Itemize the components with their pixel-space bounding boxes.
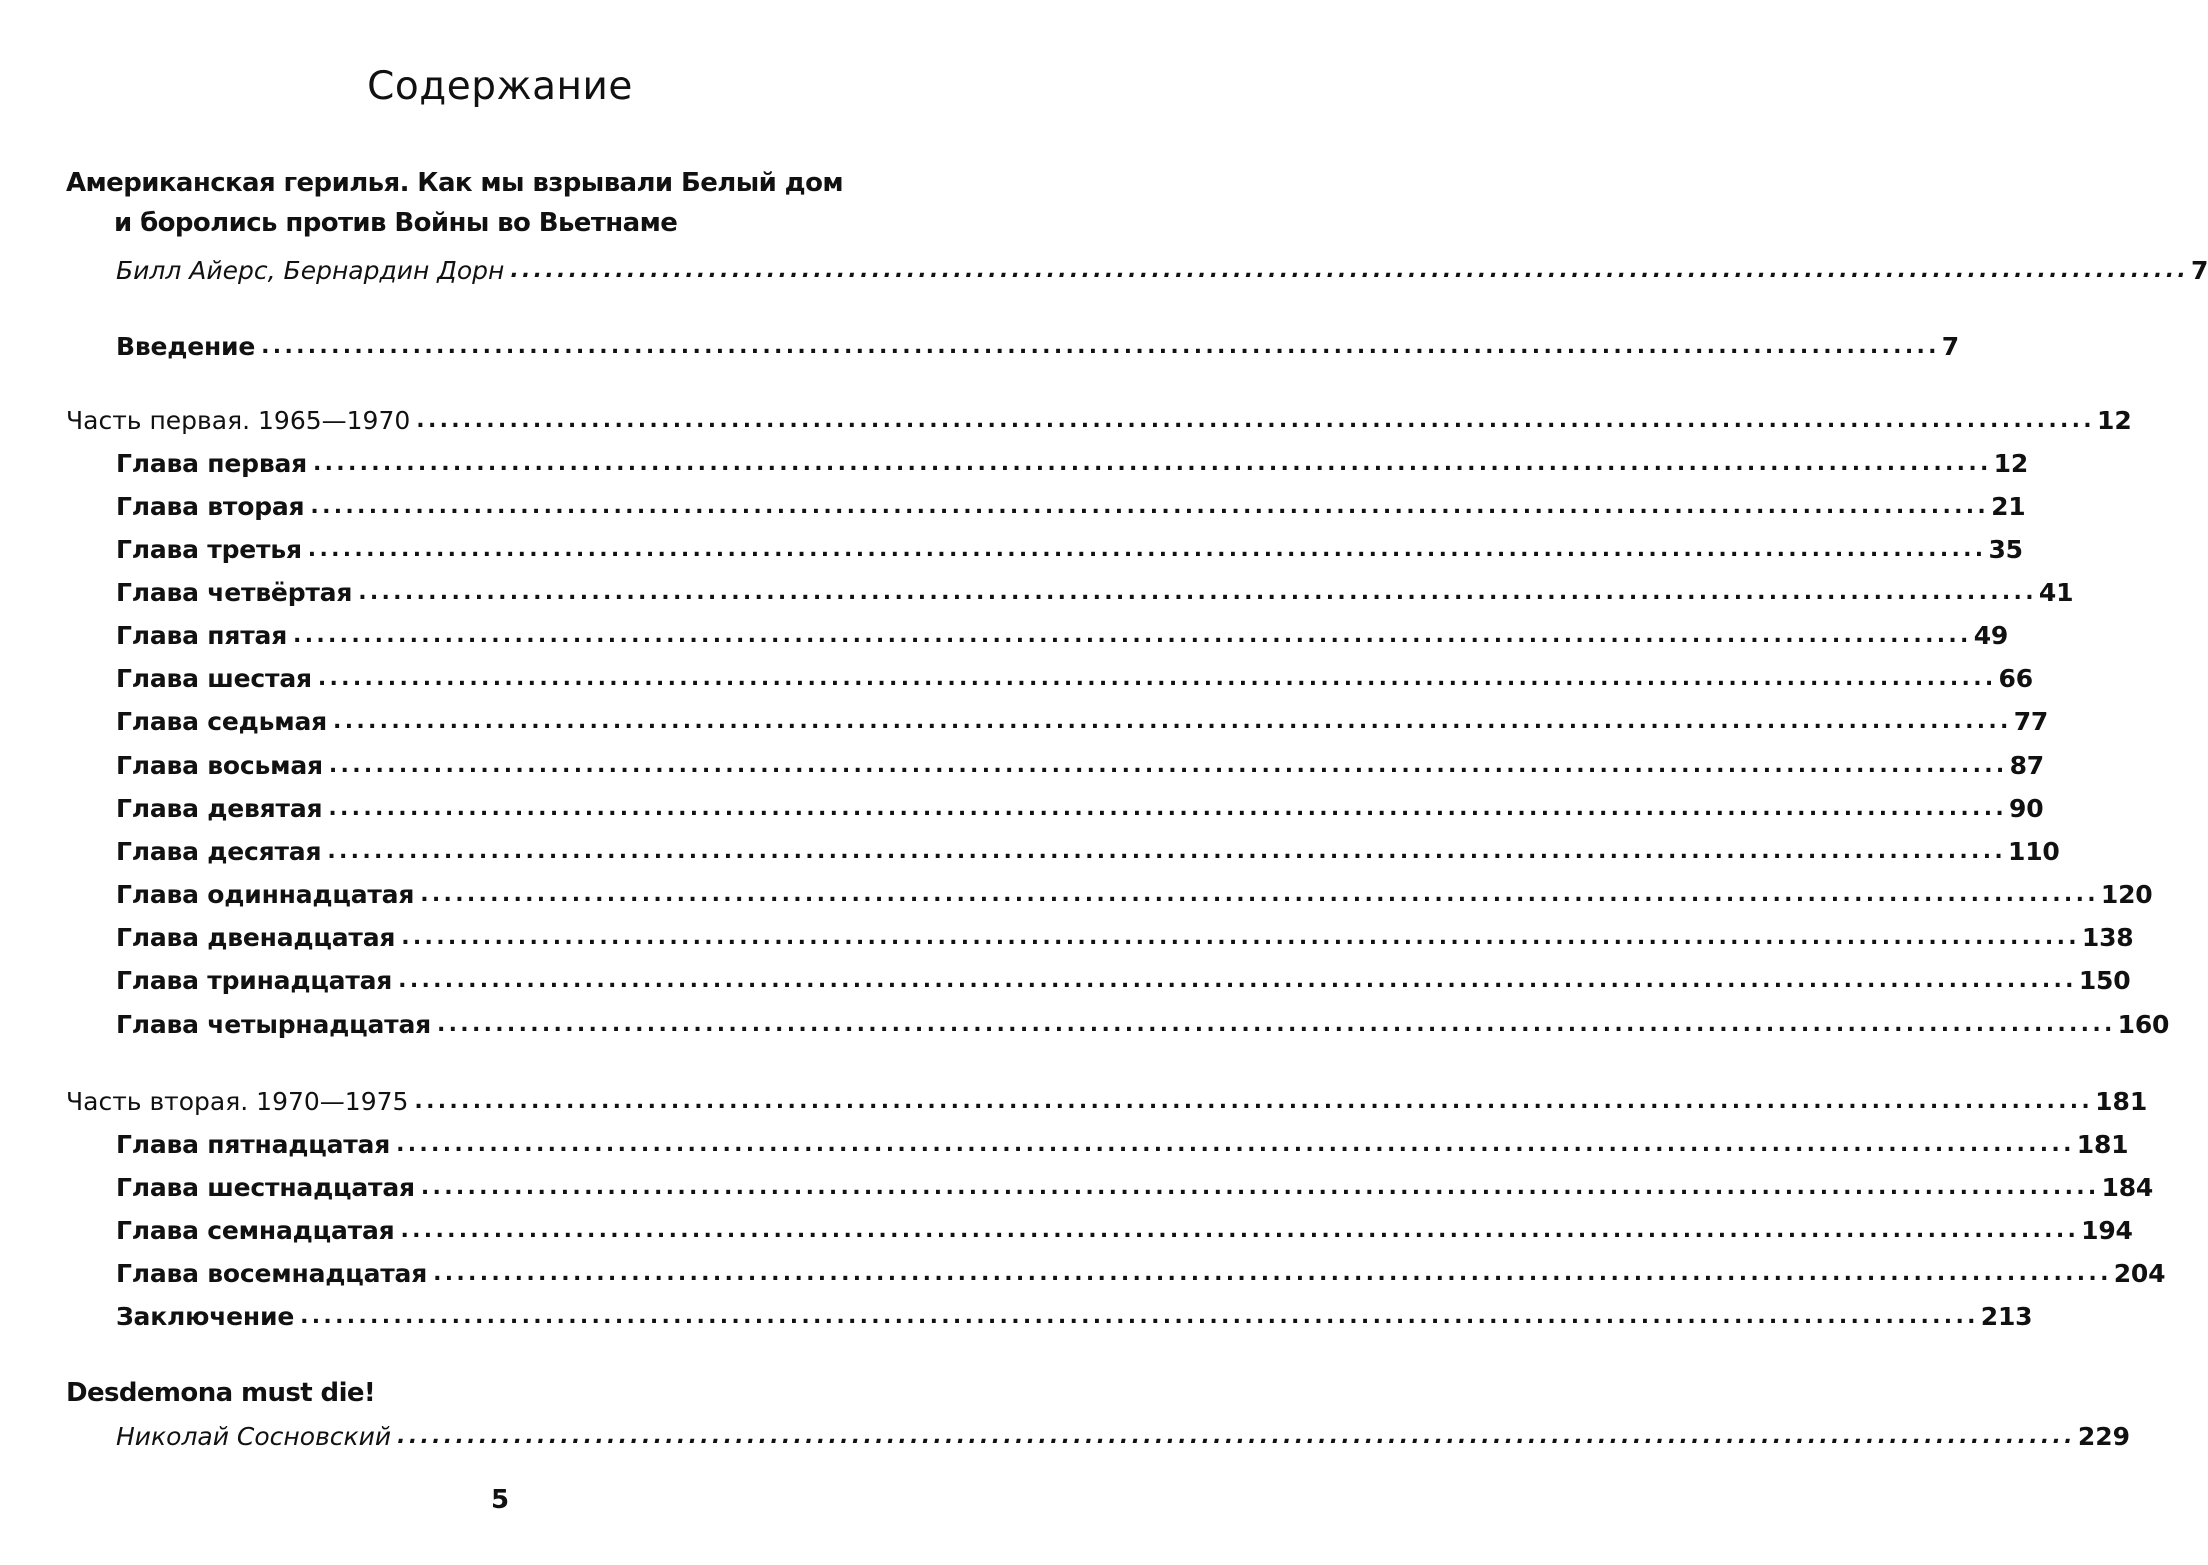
entry-label: Глава десятая (116, 837, 322, 866)
entry-page: 90 (2009, 794, 2044, 823)
entry-page: 7 (1941, 332, 1959, 361)
toc-entry-conclusion[interactable] (116, 1296, 2033, 1332)
entry-label: Заключение (116, 1302, 295, 1331)
entry-label: Николай Сосновский (116, 1422, 392, 1451)
toc-entry-chapter[interactable] (116, 788, 2044, 824)
dot-leader: ................................................................................................................................................ (416, 408, 2095, 433)
dot-leader: ................................................................................................................................................ (398, 968, 2077, 993)
dot-leader: ................................................................................................................................................ (414, 1089, 2094, 1114)
entry-label: Глава девятая (116, 794, 323, 823)
entry-page: 229 (2077, 1422, 2131, 1451)
dot-leader: ................................................................................................................................................ (397, 1424, 2076, 1449)
toc-entry-part2[interactable] (66, 1081, 2148, 1117)
entry-page: 181 (2095, 1087, 2148, 1116)
dot-leader: ................................................................................................................................................ (293, 623, 1972, 648)
entry-page: 150 (2078, 966, 2131, 995)
entry-label: Глава пятнадцатая (116, 1130, 391, 1159)
toc-entry-chapter[interactable] (116, 1004, 2170, 1040)
entry-page: 87 (2009, 751, 2044, 780)
entry-label: Глава семнадцатая (116, 1216, 395, 1245)
entry-page: 35 (1988, 535, 2023, 564)
entry-label: Глава четвёртая (116, 578, 353, 607)
book1-title-line2: и боролись против Войны во Вьетнаме (114, 208, 678, 238)
dot-leader: ................................................................................................................................................ (401, 925, 2080, 950)
page-number: 5 (490, 1485, 510, 1515)
entry-page: 12 (1993, 449, 2029, 478)
toc-entry-chapter[interactable] (116, 1167, 2154, 1203)
entry-page: 138 (2081, 923, 2134, 952)
entry-label: Глава шестая (116, 664, 312, 693)
toc-entry-chapter[interactable] (116, 874, 2153, 910)
entry-label: Глава четырнадцатая (116, 1010, 431, 1039)
dot-leader: ................................................................................................................................................ (261, 334, 1940, 359)
toc-entry-chapter[interactable] (116, 443, 2029, 479)
entry-label: Билл Айерс, Бернардин Дорн (116, 256, 505, 285)
toc-entry-chapter[interactable] (116, 745, 2044, 781)
entry-label: Глава восемнадцатая (116, 1259, 428, 1288)
dot-leader: ................................................................................................................................................ (420, 882, 2099, 907)
entry-label: Часть первая. 1965—1970 (66, 406, 411, 435)
toc-entry-chapter[interactable] (116, 701, 2049, 737)
toc-entry-chapter[interactable] (116, 1124, 2129, 1160)
entry-label: Глава пятая (116, 621, 288, 650)
entry-label: Глава третья (116, 535, 302, 564)
dot-leader: ................................................................................................................................................ (328, 753, 2008, 778)
dot-leader: ................................................................................................................................................ (333, 709, 2012, 734)
entry-page: 204 (2113, 1259, 2166, 1288)
entry-label: Глава седьмая (116, 707, 328, 736)
toc-entry-book2-author[interactable] (116, 1416, 2131, 1452)
entry-page: 66 (1998, 664, 2033, 693)
dot-leader: ................................................................................................................................................ (433, 1261, 2112, 1286)
entry-page: 7 (2191, 256, 2208, 285)
book2-title: Desdemona must die! (66, 1378, 376, 1408)
entry-page: 184 (2101, 1173, 2154, 1202)
entry-page: 41 (2038, 578, 2074, 607)
dot-leader: ................................................................................................................................................ (307, 537, 1987, 562)
book1-title-line1: Американская герилья. Как мы взрывали Белый дом (66, 168, 843, 198)
dot-leader: ................................................................................................................................................ (358, 580, 2037, 605)
page-title: Содержание (367, 64, 633, 109)
entry-label: Глава тринадцатая (116, 966, 393, 995)
entry-label: Часть вторая. 1970—1975 (66, 1087, 409, 1116)
entry-label: Глава первая (116, 449, 307, 478)
toc-entry-chapter[interactable] (116, 529, 2023, 565)
dot-leader: ................................................................................................................................................ (317, 666, 1997, 691)
toc-entry-chapter[interactable] (116, 917, 2134, 953)
entry-page: 120 (2100, 880, 2153, 909)
entry-page: 77 (2013, 707, 2049, 736)
entry-label: Глава одиннадцатая (116, 880, 415, 909)
entry-page: 194 (2081, 1216, 2133, 1245)
toc-entry-chapter[interactable] (116, 831, 2060, 867)
entry-page: 110 (2008, 837, 2060, 866)
dot-leader: ................................................................................................................................................ (396, 1132, 2075, 1157)
toc-entry-part1[interactable] (66, 400, 2132, 436)
entry-label: Глава шестнадцатая (116, 1173, 415, 1202)
entry-label: Введение (116, 332, 256, 361)
entry-label: Глава вторая (116, 492, 305, 521)
dot-leader: ................................................................................................................................................ (510, 258, 2190, 283)
toc-entry-chapter[interactable] (116, 1253, 2166, 1289)
toc-entry-chapter[interactable] (116, 486, 2026, 522)
toc-entry-introduction[interactable] (116, 326, 1959, 362)
dot-leader: ................................................................................................................................................ (420, 1175, 2100, 1200)
toc-entry-chapter[interactable] (116, 572, 2074, 608)
entry-page: 49 (1973, 621, 2009, 650)
entry-label: Глава двенадцатая (116, 923, 396, 952)
dot-leader: ................................................................................................................................................ (328, 796, 2008, 821)
toc-entry-chapter[interactable] (116, 615, 2009, 651)
entry-page: 181 (2076, 1130, 2129, 1159)
entry-page: 160 (2117, 1010, 2170, 1039)
entry-page: 21 (1991, 492, 2026, 521)
toc-entry-chapter[interactable] (116, 658, 2033, 694)
dot-leader: ................................................................................................................................................ (312, 451, 1992, 476)
dot-leader: ................................................................................................................................................ (310, 494, 1990, 519)
entry-page: 12 (2096, 406, 2132, 435)
dot-leader: ................................................................................................................................................ (436, 1012, 2116, 1037)
toc-entry-book1-authors[interactable] (116, 250, 2208, 286)
book1-title (66, 163, 896, 243)
dot-leader: ................................................................................................................................................ (400, 1218, 2080, 1243)
dot-leader: ................................................................................................................................................ (300, 1304, 1979, 1329)
entry-page: 213 (1980, 1302, 2033, 1331)
dot-leader: ................................................................................................................................................ (327, 839, 2007, 864)
toc-entry-chapter[interactable] (116, 960, 2131, 996)
entry-label: Глава восьмая (116, 751, 323, 780)
toc-entry-chapter[interactable] (116, 1210, 2133, 1246)
